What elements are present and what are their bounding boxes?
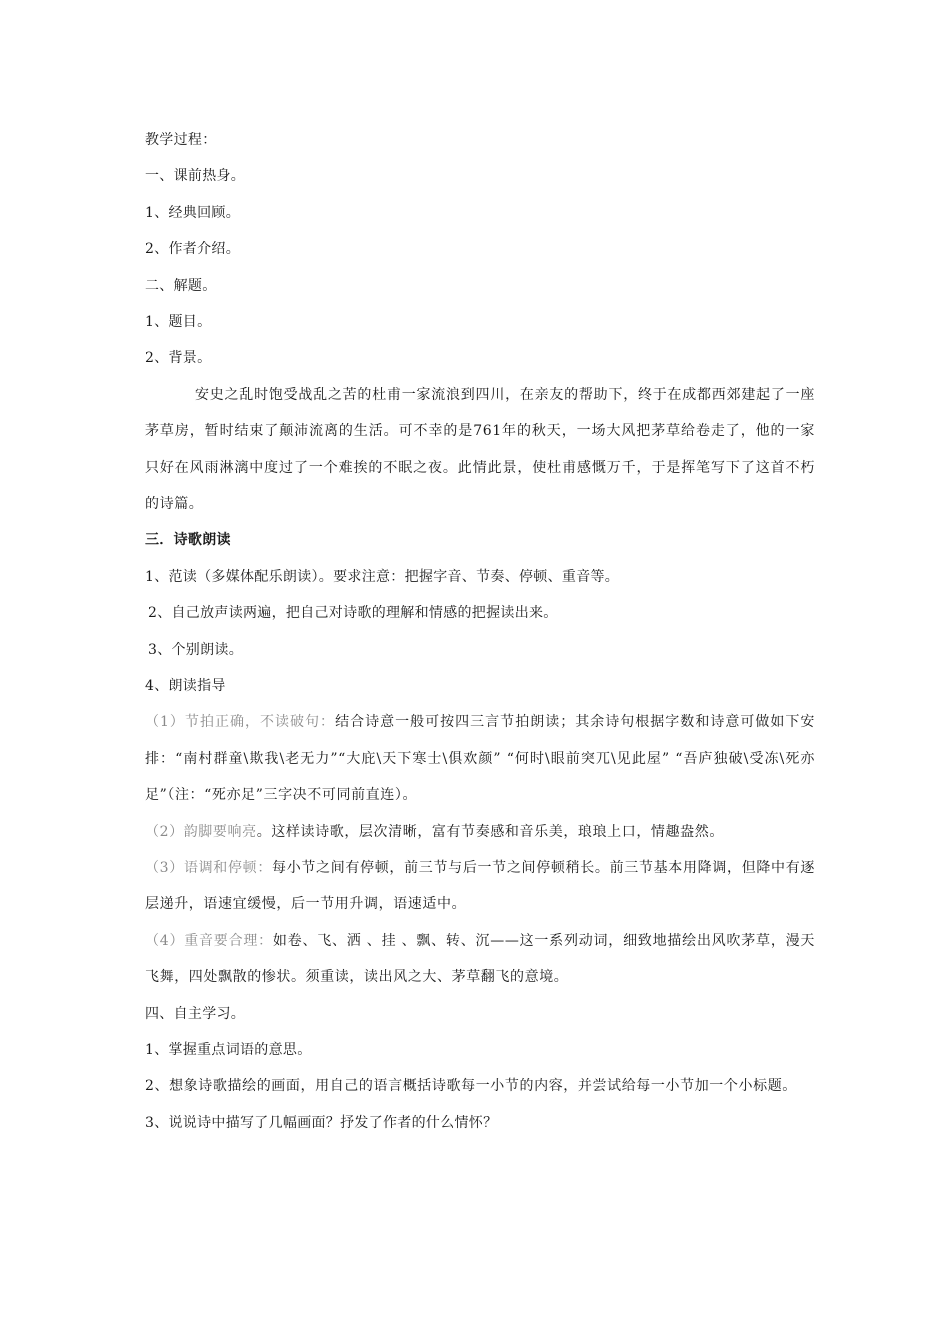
guide-label: （3）语调和停顿： [145, 859, 273, 876]
list-item: 1、经典回顾。 [145, 204, 241, 221]
guide-text: 每小节之间有停顿，前三节与后一节之间停顿稍长。前三节基本用降调，但降中有逐层递升，语速宜缓慢，后一节用升调，语速适中。 [145, 859, 816, 913]
list-item: 1、题目。 [145, 313, 212, 330]
guide-label: （4）重音要合理： [145, 932, 273, 949]
guide-item-4 [145, 923, 815, 996]
list-item: 2、背景。 [145, 350, 212, 367]
list-item: 2、作者介绍。 [145, 241, 241, 258]
list-item: 2、想象诗歌描绘的画面，用自己的语言概括诗歌每一小节的内容，并尝试给每一小节加一个小标题。 [145, 1078, 797, 1095]
heading-teaching-process: 教学过程： [145, 132, 217, 148]
list-item: 3、说说诗中描写了几幅画面？抒发了作者的什么情怀？ [145, 1114, 498, 1131]
section-3-title: 三．诗歌朗读 [145, 532, 231, 549]
section-1-title: 一、课前热身。 [145, 168, 246, 185]
list-item: 4、朗读指导 [145, 677, 226, 694]
section-4-title: 四、自主学习。 [145, 1005, 246, 1022]
list-item: 2、自己放声读两遍，把自己对诗歌的理解和情感的把握读出来。 [148, 605, 558, 622]
background-paragraph: 安史之乱时饱受战乱之苦的杜甫一家流浪到四川，在亲友的帮助下，终于在成都西郊建起了一座茅草房，暂时结束了颠沛流离的生活。可不幸的是761年的秋天，一场大风把茅草给卷走了，他的一家只好在风雨淋漓中度过了一个难挨的不眠之夜。此情此景，使杜甫感慨万千，于是挥笔写下了这首不朽的诗篇。 [145, 386, 815, 512]
guide-text: 结合诗意一般可按四三言节拍朗读；其余诗句根据字数和诗意可做如下安排：“南村群童\欺我\老无力”“大庇\天下寒士\俱欢颜” “何时\眼前突兀\见此屋” “吾庐独破\受冻\死亦足”（注：“死亦足”三字决不可同前直连）。 [145, 714, 815, 804]
guide-label: （1）节拍正确，不读破句： [145, 714, 336, 731]
guide-text: 。这样读诗歌，层次清晰，富有节奏感和音乐美，琅琅上口，情趣盎然。 [256, 823, 724, 840]
guide-item-3 [145, 850, 815, 923]
section-2-title: 二、解题。 [145, 277, 217, 294]
guide-text: 如卷、飞、洒 、挂 、飘、转、沉——这一系列动词，细致地描绘出风吹茅草，漫天飞舞，四处飘散的惨状。须重读，读出风之大、茅草翻飞的意境。 [145, 932, 815, 986]
list-item: 1、掌握重点词语的意思。 [145, 1041, 312, 1058]
document-body [145, 122, 815, 1141]
guide-label: （2）韵脚要响亮 [145, 823, 257, 840]
guide-item-2 [145, 814, 815, 850]
guide-item-1 [145, 704, 815, 813]
list-item: 1、范读（多媒体配乐朗读）。要求注意：把握字音、节奏、停顿、重音等。 [145, 568, 620, 585]
list-item: 3、个别朗读。 [148, 641, 244, 658]
